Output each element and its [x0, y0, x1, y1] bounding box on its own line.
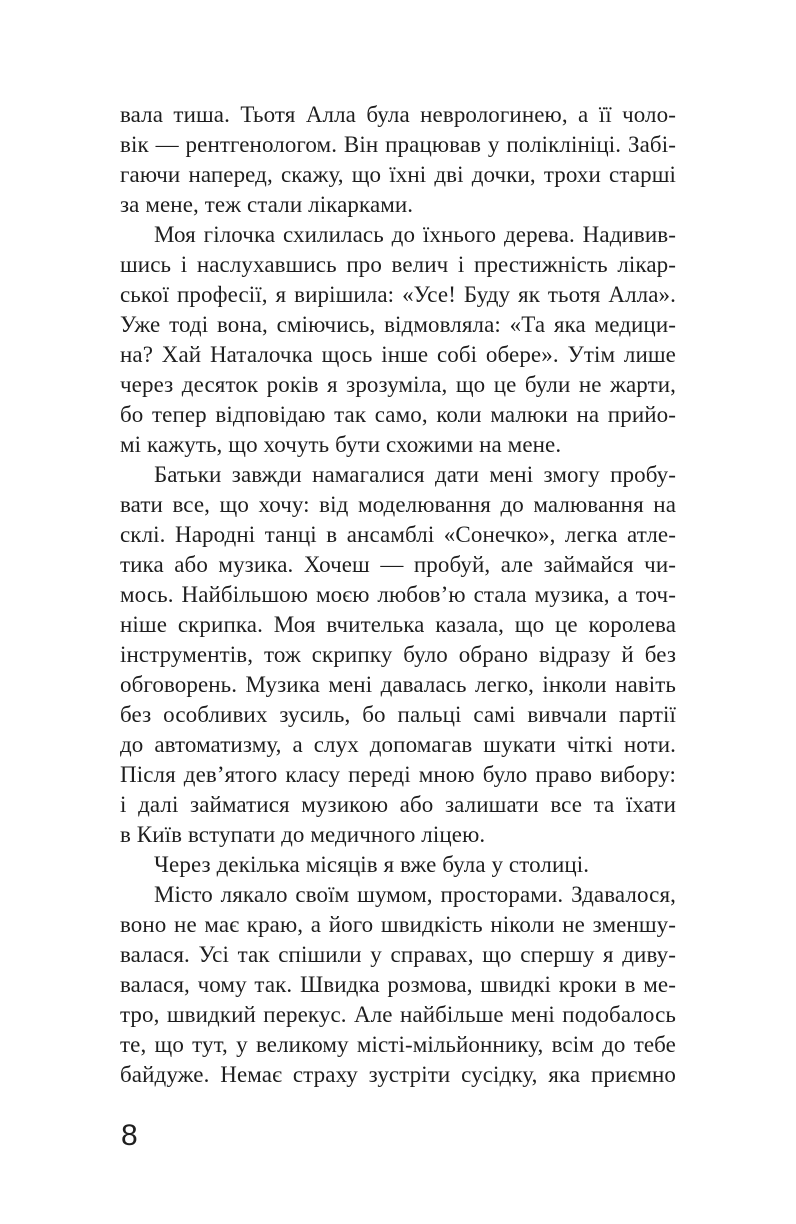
text-line: Уже тоді вона, сміючись, відмовляла: «Та яка медици-: [120, 312, 676, 337]
text-line: Моя гілочка схилилась до їхнього дерева. Надивив-: [154, 222, 676, 247]
text-line: байдуже. Немає страху зустріти сусідку, яка приємно: [120, 1062, 676, 1087]
paragraph: [120, 220, 676, 460]
text-line: за мене, теж стали лікарками.: [120, 192, 414, 217]
paragraph: [120, 100, 676, 220]
text-line: Через декілька місяців я вже була у столиці.: [154, 852, 590, 877]
text-line: Місто лякало своїм шумом, просторами. Здавалося,: [154, 882, 676, 907]
text-line: мось. Найбільшою моєю любов’ю стала музика, а точ-: [120, 582, 676, 607]
text-line: вала тиша. Тьотя Алла була неврологинею, а її чоло-: [120, 102, 676, 127]
text-line: воно не має краю, а його швидкість ніколи не зменшу-: [120, 912, 676, 937]
text-line: інструментів, тож скрипку було обрано відразу й без: [120, 642, 676, 667]
text-line: без особливих зусиль, бо пальці самі вивчали партії: [120, 702, 676, 727]
text-line: вік — рентгенологом. Він працював у поліклініці. Забі-: [120, 132, 676, 157]
text-line: в Київ вступати до медичного ліцею.: [120, 822, 486, 847]
paragraph: [120, 850, 676, 880]
text-block: [120, 100, 676, 1090]
text-line: через десяток років я зрозуміла, що це були не жарти,: [120, 372, 676, 397]
text-line: гаючи наперед, скажу, що їхні дві дочки, трохи старші: [120, 162, 676, 187]
text-line: ської професії, я вирішила: «Усе! Буду як тьотя Алла».: [120, 282, 676, 307]
text-line: мі кажуть, що хочуть бути схожими на мене.: [120, 432, 562, 457]
paragraph: [120, 880, 676, 1090]
text-line: бо тепер відповідаю так само, коли малюки на прийо-: [120, 402, 676, 427]
text-line: і далі займатися музикою або залишати все та їхати: [120, 792, 676, 817]
text-line: тика або музика. Хочеш — пробуй, але займайся чи-: [120, 552, 676, 577]
text-line: Батьки завжди намагалися дати мені змогу пробу-: [154, 462, 676, 487]
paragraph: [120, 460, 676, 850]
text-line: до автоматизму, а слух допомагав шукати чіткі ноти.: [120, 732, 676, 757]
text-line: вати все, що хочу: від моделювання до малювання на: [120, 492, 676, 517]
text-line: склі. Народні танці в ансамблі «Сонечко», легка атле-: [120, 522, 676, 547]
text-line: те, що тут, у великому місті-мільйоннику, всім до тебе: [120, 1032, 676, 1057]
text-line: Після дев’ятого класу переді мною було право вибору:: [120, 762, 676, 787]
page-number: 8: [121, 1119, 138, 1152]
text-line: на? Хай Наталочка щось інше собі обере». Утім лише: [120, 342, 676, 367]
text-line: валася, чому так. Швидка розмова, швидкі кроки в ме-: [120, 972, 676, 997]
text-line: ніше скрипка. Моя вчителька казала, що це королева: [120, 612, 676, 637]
text-line: обговорень. Музика мені давалась легко, інколи навіть: [120, 672, 676, 697]
text-line: шись і наслухавшись про велич і престижність лікар-: [120, 252, 676, 277]
text-line: тро, швидкий перекус. Але найбільше мені подобалось: [120, 1002, 676, 1027]
text-line: валася. Усі так спішили у справах, що спершу я диву-: [120, 942, 676, 967]
